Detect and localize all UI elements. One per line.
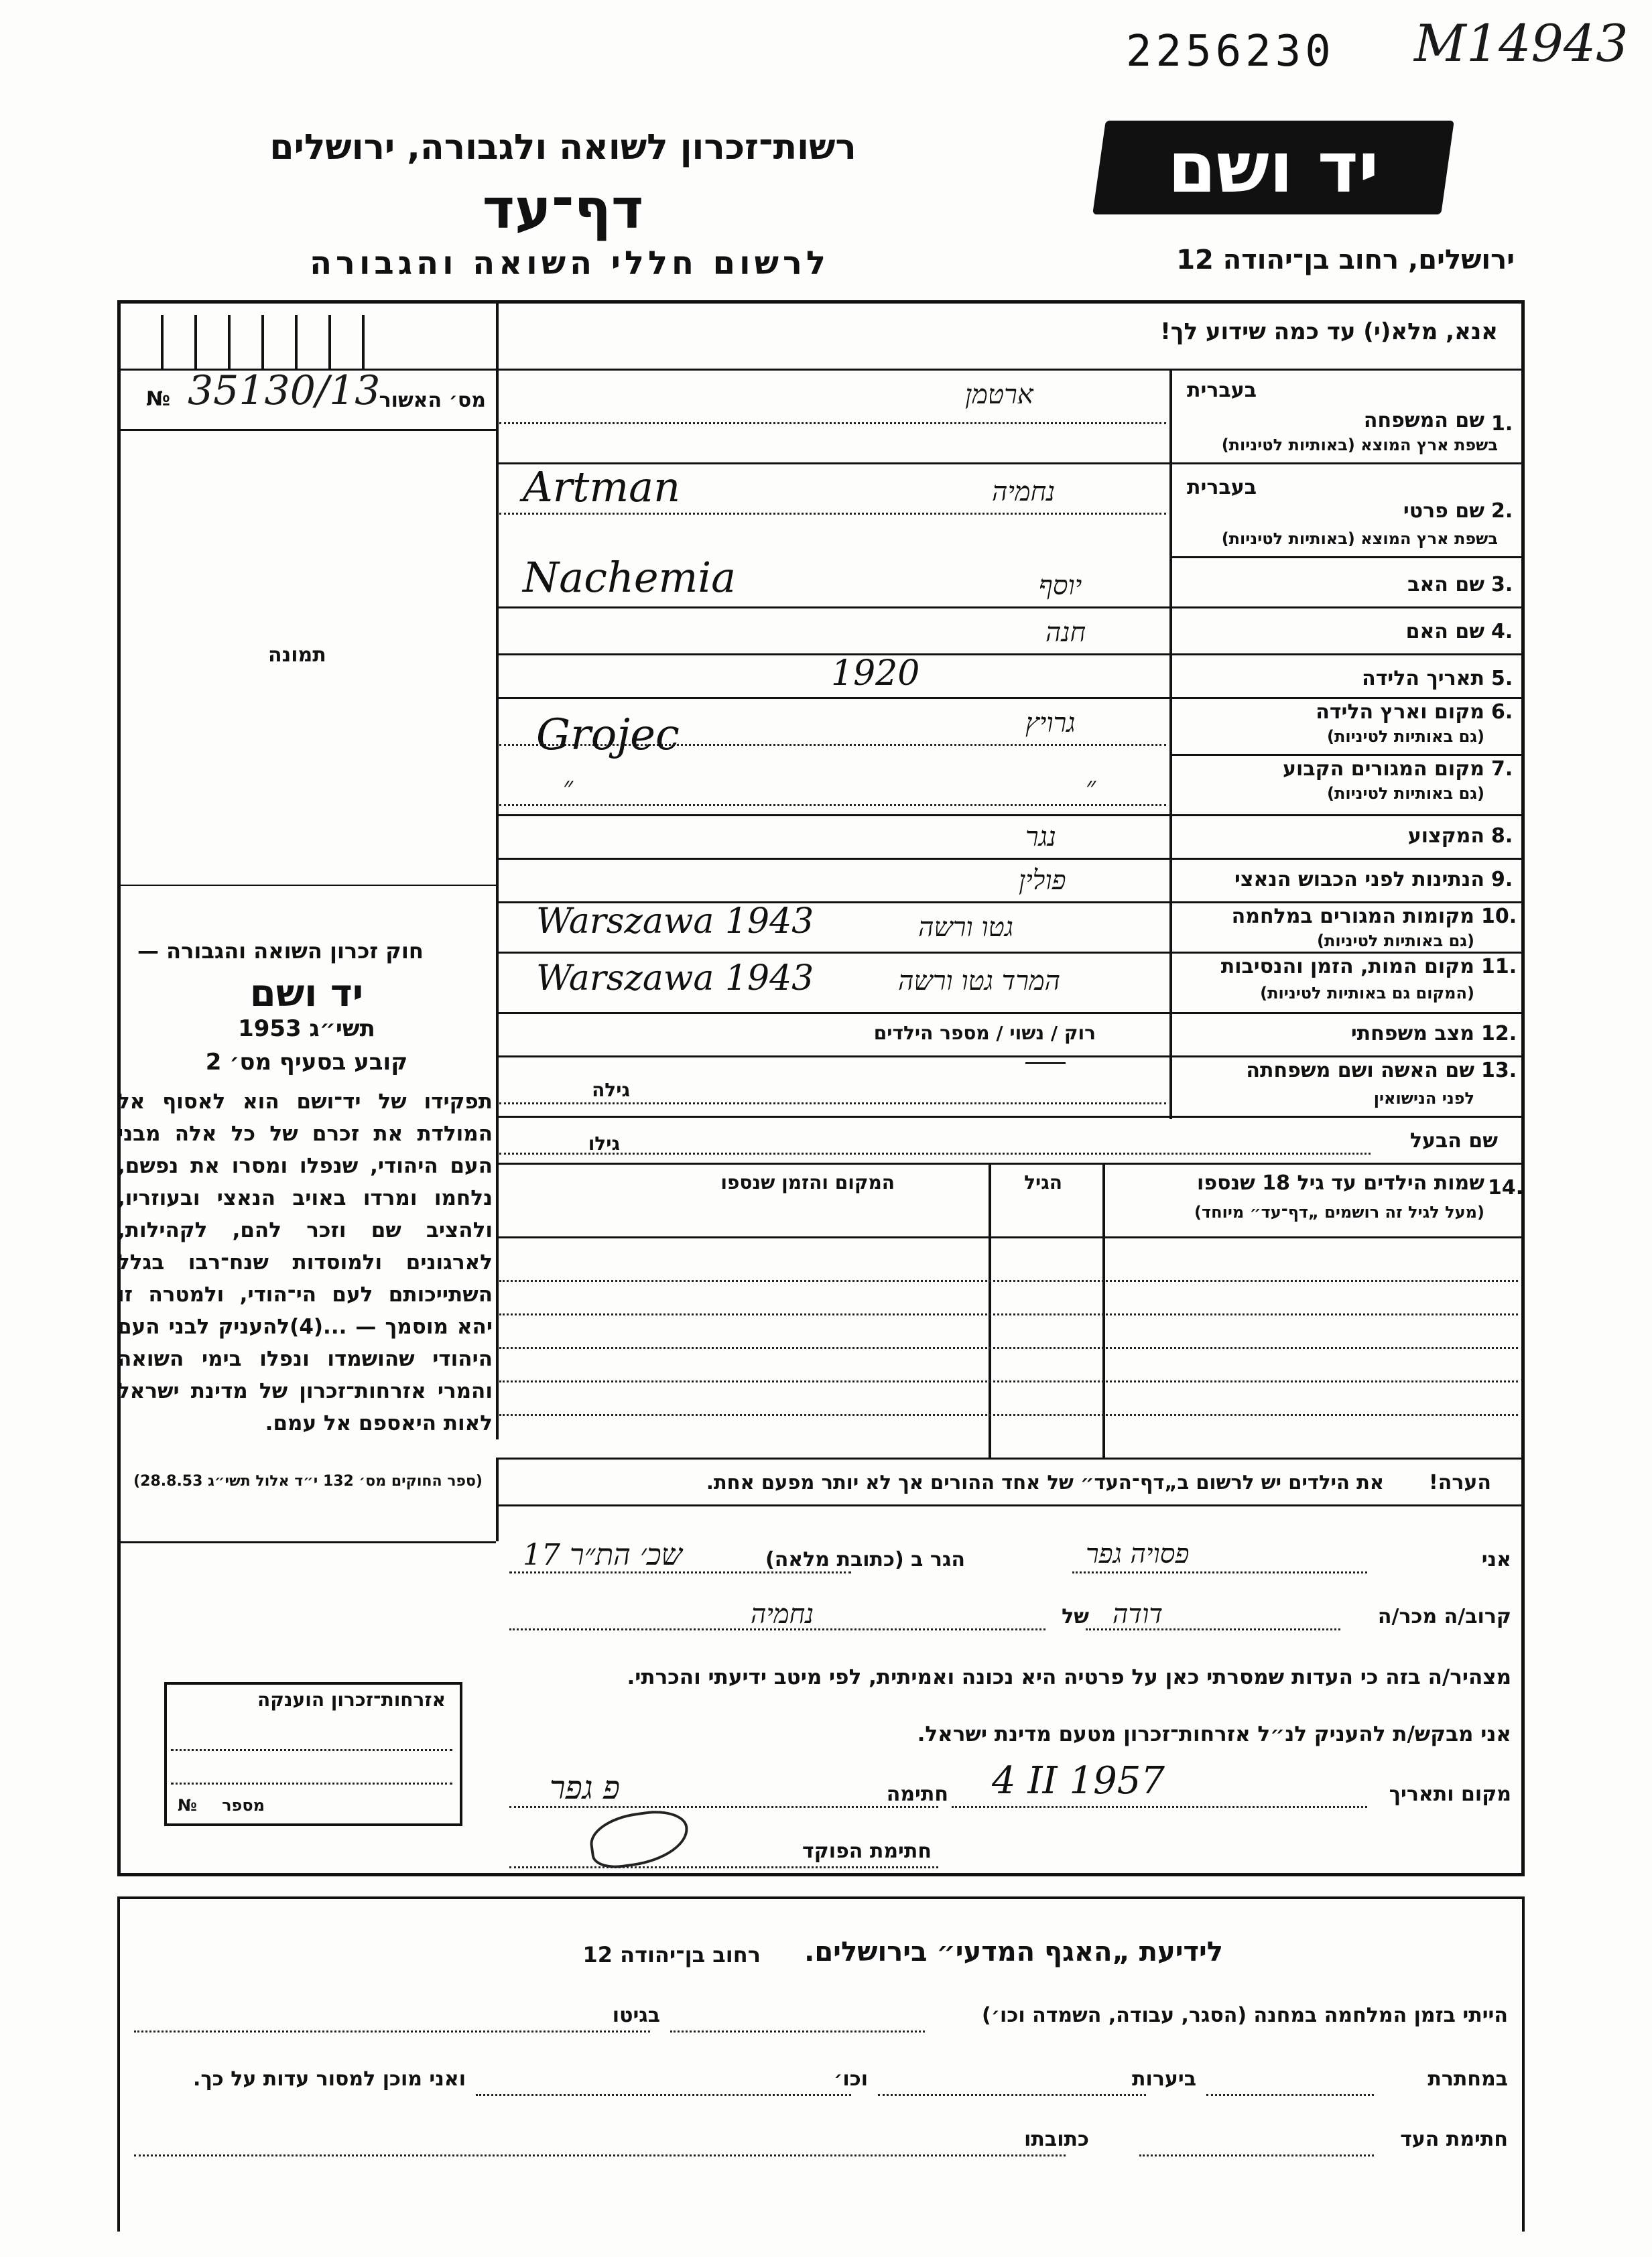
of-label: של [1062, 1605, 1089, 1628]
bottom-line3-a: חתימת העד [1400, 2128, 1508, 2151]
bottom-line3-b: כתובתו [1024, 2128, 1089, 2151]
address: ירושלים, רחוב בן־יהודה 12 [1176, 245, 1515, 275]
field-2-number: 2. [1491, 499, 1513, 523]
law-name: יד ושם [249, 972, 364, 1015]
intro-instruction: אנא, מלא(י) עד כמה שידוע לך! [1160, 318, 1498, 345]
citizenship-no-symbol: № [178, 1796, 197, 1815]
law-body: תפקידו של יד־ושם הוא לאסוף אל המולדת את זכרם של כל אלה מבני העם היהודי, שנפלו ומסרו את נפשם, נלחמו ומרדו באויב הנאצי ובעוזריו, ולהציב שם וזכר להם, לקהילות, לארגונים ולמוסדות שנח־רבו בגלל השתייכותם לעם הי־הודי, ולמטרה זו יהא מוסמך — ...(4)להעניק לבני העם היהודי שהושמדו ונפלו בימי השואה והמרי אזרחות־זכרון של מדינת ישראל לאות היאספם אל עמם. [117, 1090, 493, 1435]
tick-boxes [154, 315, 489, 369]
field-8-label: המקצוע [1407, 824, 1484, 848]
field-5-label: תאריך הלידה [1362, 667, 1484, 690]
field-1-latin-value: Artman [523, 462, 681, 511]
field-11-number: 11. [1481, 955, 1517, 978]
approval-label: מס׳ האשור [379, 389, 486, 412]
field-1-hebrew-value: ארטמן [965, 379, 1033, 410]
field-10-hebrew-value: גטו ורשה [918, 912, 1013, 943]
form-subtitle: לרשום חללי השואה והגבורה [310, 245, 830, 282]
field-2-latin-value: Nachemia [523, 553, 737, 602]
field-4-value: חנה [1045, 617, 1086, 648]
husband-tag: גילו [588, 1133, 620, 1155]
approval-number: 35130/13 [188, 367, 381, 414]
law-source: (ספר החוקים מס׳ 132 י״ד אלול תשי״ג 28.8.53) [133, 1473, 483, 1490]
field-11-hebrew-value: המרד גטו ורשה [898, 966, 1061, 996]
declarant-address: שכ׳ הת״ר 17 [523, 1538, 682, 1572]
field-8-number: 8. [1491, 824, 1513, 848]
field-13-label: שם האשה ושם משפחתה [1246, 1059, 1474, 1082]
yad-vashem-logo [1092, 121, 1454, 214]
of-name: נחמיה [751, 1599, 814, 1630]
field-13-wife-tag: גילה [592, 1079, 630, 1101]
field-11-latin-value: Warszawa 1943 [536, 958, 814, 998]
field-5-value: 1920 [831, 653, 920, 694]
field-2-heb-tag: בעברית [1187, 476, 1257, 499]
field-6-latin-value: Grojec [536, 710, 680, 760]
field-9-value: פולין [1019, 865, 1066, 896]
photo-label: תמונה [268, 643, 326, 667]
bottom-line2-b: ביערות [1132, 2067, 1196, 2091]
field-7-label: מקום המגורים הקבוע [1283, 757, 1484, 781]
field-1-label: שם המשפחה [1363, 409, 1484, 432]
children-age-header: הגיל [1024, 1171, 1062, 1194]
children-number: 14. [1488, 1176, 1524, 1200]
declarant-name: פסויה גפר [1086, 1539, 1190, 1569]
field-9-number: 9. [1491, 868, 1513, 891]
declaration-request: אני מבקש/ת להעניק לנ״ל אזרחות־זכרון מטעם מדינת ישראל. [917, 1722, 1511, 1746]
field-1-heb-tag: בעברית [1187, 379, 1257, 402]
field-13-sub: לפני הנישואין [1373, 1089, 1474, 1108]
field-3-number: 3. [1491, 573, 1513, 596]
children-label: שמות הילדים עד גיל 18 שנספו [1197, 1171, 1484, 1195]
place-date-label: מקום ותאריך [1389, 1783, 1511, 1806]
field-2-hebrew-value: נחמיה [992, 476, 1056, 507]
field-9-label: הנתינות לפני הכבוש הנאצי [1234, 868, 1484, 891]
relative-label: קרוב/ה מכר/ה [1377, 1605, 1511, 1628]
citizenship-number-label: מספר [222, 1796, 265, 1815]
document-number: 2256230 [1126, 27, 1335, 76]
field-11-label: מקום המות, הזמן והנסיבות [1220, 955, 1474, 978]
field-7-sub: (גם באותיות לטיניות) [1327, 784, 1484, 803]
field-4-number: 4. [1491, 620, 1513, 643]
law-title: חוק זכרון השואה והגבורה — [137, 938, 424, 964]
field-3-value: יוסף [1039, 570, 1082, 601]
husband-label: שם הבעל [1409, 1129, 1498, 1153]
field-2-sub: בשפת ארץ המוצא (באותיות לטיניות) [1221, 529, 1498, 548]
logo-text: יד ושם [1167, 127, 1379, 208]
field-12-dash [1025, 1062, 1066, 1064]
signature-value: פ גפר [550, 1769, 620, 1807]
signature-label: חתימה [886, 1783, 948, 1806]
field-13-number: 13. [1481, 1059, 1517, 1082]
field-7-latin-value: ״ [563, 771, 574, 802]
relation-value: דודה [1113, 1599, 1163, 1630]
bottom-line2-d: ואני מוכן למסור עדות על כך. [193, 2067, 466, 2091]
field-10-label: מקומות המגורים במלחמה [1231, 905, 1474, 928]
field-4-label: שם האם [1405, 620, 1484, 643]
field-6-number: 6. [1491, 700, 1513, 724]
field-5-number: 5. [1491, 667, 1513, 690]
bottom-line2-c: וכו׳ [834, 2067, 868, 2091]
field-6-sub: (גם באותיות לטיניות) [1327, 727, 1484, 746]
field-11-sub: (המקום גם באותיות לטיניות) [1260, 984, 1474, 1003]
field-8-value: נגר [1025, 822, 1056, 852]
bottom-line2-a: במחתרת [1427, 2067, 1508, 2091]
organization-line: רשות־זכרון לשואה ולגבורה, ירושלים [269, 127, 856, 168]
declaration-statement: מצהיר/ה בזה כי העדות שמסרתי כאן על פרטיה היא נכונה ואמיתית, לפי מיטב ידיעתי והכרתי. [627, 1665, 1511, 1689]
resides-label: הגר ב (כתובת מלאה) [765, 1548, 965, 1571]
law-clause: קובע בסעיף מס׳ 2 [205, 1049, 408, 1076]
field-10-latin-value: Warszawa 1943 [536, 901, 814, 942]
field-1-number: 1. [1491, 412, 1513, 436]
field-10-number: 10. [1481, 905, 1517, 928]
citizenship-title: אזרחות־זכרון הוענקה [257, 1689, 446, 1711]
bottom-line1-a: הייתי בזמן המלחמה במחנה (הסגר, עבודה, השמדה וכו׳) [982, 2004, 1508, 2027]
note-text: את הילדים יש לרשום ב„דף־העד״ של אחד ההורים אך לא יותר מפעם אחת. [706, 1471, 1384, 1494]
approval-no-symbol: № [146, 387, 171, 411]
bottom-title: לידיעת „האגף המדעי״ בירושלים. [804, 1937, 1223, 1968]
declaration-i-label: אני [1481, 1548, 1511, 1571]
law-year: תשי״ג 1953 [238, 1015, 375, 1042]
field-6-label: מקום וארץ הלידה [1316, 700, 1484, 724]
note-title: הערה! [1429, 1471, 1491, 1494]
children-place-header: המקום והזמן שנספו [720, 1171, 895, 1194]
bottom-address: רחוב בן־יהודה 12 [582, 1942, 761, 1968]
field-12-options: רוק / נשוי / מספר הילדים [873, 1022, 1096, 1044]
field-3-label: שם האב [1407, 573, 1484, 596]
place-date-value: 4 II 1957 [992, 1759, 1165, 1803]
field-7-number: 7. [1491, 757, 1513, 781]
field-7-hebrew-value: ״ [1086, 771, 1096, 802]
field-1-sub: בשפת ארץ המוצא (באותיות לטיניות) [1221, 436, 1498, 454]
field-12-number: 12. [1481, 1022, 1517, 1045]
form-title: דף־עד [482, 178, 644, 241]
field-12-label: מצב משפחתי [1350, 1022, 1474, 1045]
handwritten-reference: M14943 [1414, 13, 1629, 73]
children-sub: (מעל לגיל זה רושמים „דף־עד״ מיוחד) [1194, 1203, 1484, 1222]
field-6-hebrew-value: גרויץ [1025, 708, 1076, 738]
official-signature-label: חתימת הפוקד [802, 1840, 932, 1863]
bottom-line1-b: בגיטו [612, 2004, 660, 2027]
field-2-label: שם פרטי [1403, 499, 1484, 523]
field-10-sub: (גם באותיות לטיניות) [1317, 931, 1474, 950]
